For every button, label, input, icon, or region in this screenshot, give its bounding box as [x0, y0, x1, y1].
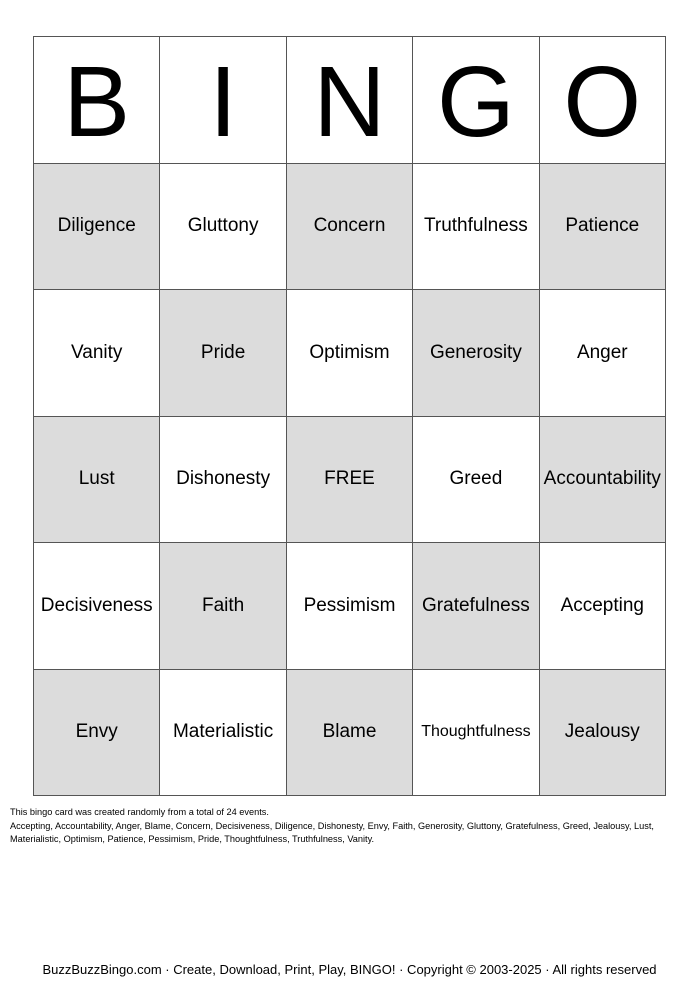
free-space-cell: FREE [287, 417, 413, 544]
bingo-cell: Blame [287, 670, 413, 797]
bingo-cell: Pessimism [287, 543, 413, 670]
bingo-cell: Patience [540, 164, 666, 291]
bingo-cell: Greed [413, 417, 539, 544]
bingo-card [33, 36, 666, 796]
bingo-cell: Jealousy [540, 670, 666, 797]
footer-copyright: BuzzBuzzBingo.com · Create, Download, Print, Play, BINGO! · Copyright © 2003-2025 · All rights reserved [42, 962, 657, 977]
bingo-cell: Dishonesty [160, 417, 286, 544]
bingo-cell: Materialistic [160, 670, 286, 797]
bingo-cell: Generosity [413, 290, 539, 417]
bingo-cell: Accountability [540, 417, 666, 544]
bingo-cell: Anger [540, 290, 666, 417]
bingo-cell: Diligence [34, 164, 160, 291]
bingo-cell: Vanity [34, 290, 160, 417]
bingo-cell: Faith [160, 543, 286, 670]
bingo-cell: Optimism [287, 290, 413, 417]
header-letter-b: B [34, 37, 160, 164]
bingo-cell: Pride [160, 290, 286, 417]
bingo-cell: Envy [34, 670, 160, 797]
notes-event-list: Accepting, Accountability, Anger, Blame, Concern, Decisiveness, Diligence, Dishonesty, Envy, Faith, Generosity, Gluttony, Gratefulness, Greed, Jealousy, Lust, Materialistic, Optimism, Patience, Pessimism, Pride, Thoughtfulness, Truthfulness, Vanity. [10, 820, 654, 844]
header-letter-o: O [540, 37, 666, 164]
bingo-cell: Truthfulness [413, 164, 539, 291]
header-letter-g: G [413, 37, 539, 164]
bingo-cell: Accepting [540, 543, 666, 670]
bingo-cell: Decisiveness [34, 543, 160, 670]
bingo-cell: Concern [287, 164, 413, 291]
bingo-cell: Gratefulness [413, 543, 539, 670]
bingo-cell: Lust [34, 417, 160, 544]
bingo-cell: Thoughtfulness [413, 670, 539, 797]
header-letter-i: I [160, 37, 286, 164]
card-notes [10, 806, 690, 847]
header-letter-n: N [287, 37, 413, 164]
notes-summary: This bingo card was created randomly from a total of 24 events. [10, 807, 269, 817]
bingo-cell: Gluttony [160, 164, 286, 291]
